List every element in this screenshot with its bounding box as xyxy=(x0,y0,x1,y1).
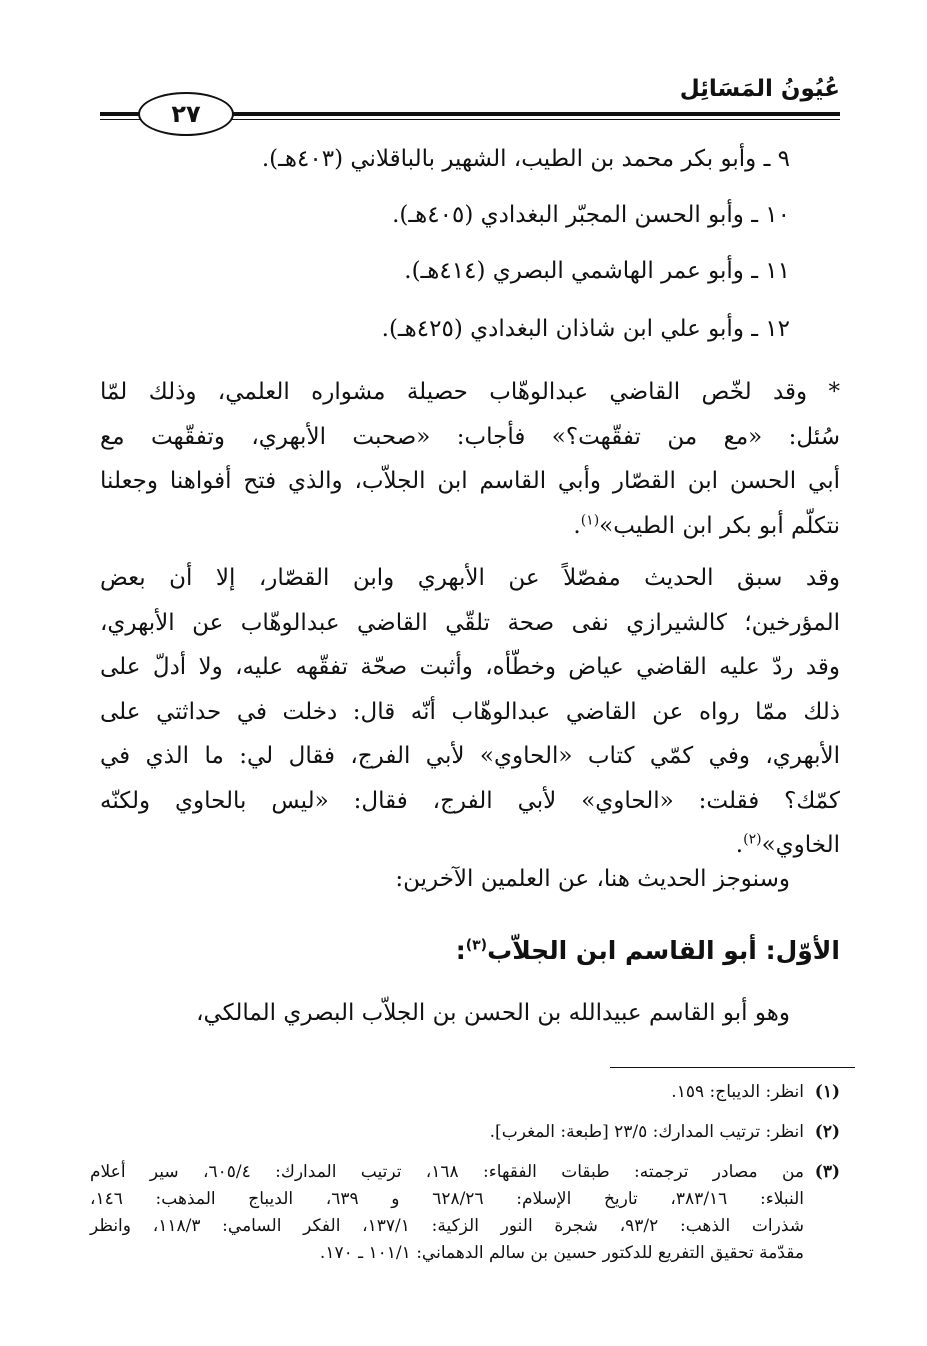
paragraph-line: الأبهري، وفي كمّي كتاب «الحاوي» لأبي الفرج، فقال لي: ما الذي في xyxy=(100,743,840,769)
paragraph-line xyxy=(100,823,840,868)
paragraph-line: أبي الحسن ابن القصّار وأبي القاسم ابن الجلاّب، والذي فتح أفواهنا وجعلنا xyxy=(100,468,840,494)
footnote-line: من مصادر ترجمته: طبقات الفقهاء: ١٦٨، ترتيب المدارك: ٦٠٥/٤، سير أعلام xyxy=(90,1162,804,1182)
paragraph-text: الخاوي» xyxy=(761,832,840,858)
paragraph-line: سُئل: «مع من تفقّهت؟» فأجاب: «صحبت الأبهري، وتفقّهت مع xyxy=(100,423,840,450)
page-header xyxy=(100,70,840,130)
paragraph-text: نتكلّم أبو بكر ابن الطيب» xyxy=(599,512,840,539)
paragraph-summary xyxy=(100,370,840,548)
footnote xyxy=(90,1079,840,1106)
section-heading xyxy=(456,936,840,965)
paragraph-line xyxy=(100,504,840,549)
paragraph-line: ذلك ممّا رواه عن القاضي عبدالوهّاب أنّه قال: دخلت في حداثتي على xyxy=(100,698,840,725)
footnote-text: انظر: ترتيب المدارك: ٢٣/٥ [طبعة: المغرب]. xyxy=(489,1122,804,1142)
page-number: ٢٧ xyxy=(138,92,234,136)
footnote-number: (٣) xyxy=(814,1162,840,1182)
paragraph-line: * وقد لخّص القاضي عبدالوهّاب حصيلة مشواره العلمي، وذلك لمّا xyxy=(100,379,840,405)
section-heading-text: الأوّل: أبو القاسم ابن الجلاّب xyxy=(487,936,840,965)
footnote xyxy=(90,1119,840,1146)
paragraph-end: . xyxy=(735,832,744,858)
paragraph-end: . xyxy=(573,512,581,539)
footnote-ref: (٣) xyxy=(465,937,488,954)
paragraph-line: وقد ردّ عليه القاضي عياض وخطّأه، وأثبت صحّة تفقّهه عليه، ولا أدلّ على xyxy=(100,654,840,680)
paragraph-line: وقد سبق الحديث مفصّلاً عن الأبهري وابن القصّار، إلا أن بعض xyxy=(100,565,840,591)
footnote xyxy=(90,1159,840,1267)
paragraph-transition: وسنوجز الحديث هنا، عن العلمين الآخرين: xyxy=(395,866,790,892)
section-heading-end: : xyxy=(455,936,466,965)
footnote-number: (١) xyxy=(814,1082,840,1102)
list-item: ١٠ ـ وأبو الحسن المجبّر البغدادي (٤٠٥هـ). xyxy=(392,202,790,228)
book-title: عُيُونُ المَسَائِل xyxy=(679,76,840,102)
list-item: ١٢ ـ وأبو علي ابن شاذان البغدادي (٤٢٥هـ). xyxy=(381,316,790,342)
footnote-text: انظر: الديباج: ١٥٩. xyxy=(671,1082,804,1102)
list-item: ١١ ـ وأبو عمر الهاشمي البصري (٤١٤هـ). xyxy=(404,258,790,284)
footnote-separator xyxy=(610,1067,855,1068)
footnote-ref: (١) xyxy=(580,511,600,528)
footnote-line: مقدّمة تحقيق التفريع للدكتور حسين بن سالم الدهماني: ١٠١/١ ـ ١٧٠. xyxy=(319,1243,804,1263)
footnote-line: النبلاء: ٣٨٣/١٦، تاريخ الإسلام: ٦٢٨/٢٦ و ٦٣٩، الديباج المذهب: ١٤٦، xyxy=(90,1189,804,1209)
paragraph-line: المؤرخين؛ كالشيرازي نفى صحة تلقّي القاضي عبدالوهّاب عن الأبهري، xyxy=(100,609,840,636)
footnote-ref: (٢) xyxy=(743,831,762,848)
footnote-line: شذرات الذهب: ٩٣/٢، شجرة النور الزكية: ١٣٧/١، الفكر السامي: ١١٨/٣، وانظر xyxy=(90,1216,804,1236)
list-item: ٩ ـ وأبو بكر محمد بن الطيب، الشهير بالباقلاني (٤٠٣هـ). xyxy=(261,146,790,172)
paragraph-discussion xyxy=(100,556,840,868)
paragraph-intro: وهو أبو القاسم عبيدالله بن الحسن بن الجلاّب البصري المالكي، xyxy=(196,1000,790,1026)
footnote-number: (٢) xyxy=(814,1122,840,1142)
paragraph-line: كمّك؟ فقلت: «الحاوي» لأبي الفرج، فقال: «ليس بالحاوي ولكنّه xyxy=(100,787,840,814)
